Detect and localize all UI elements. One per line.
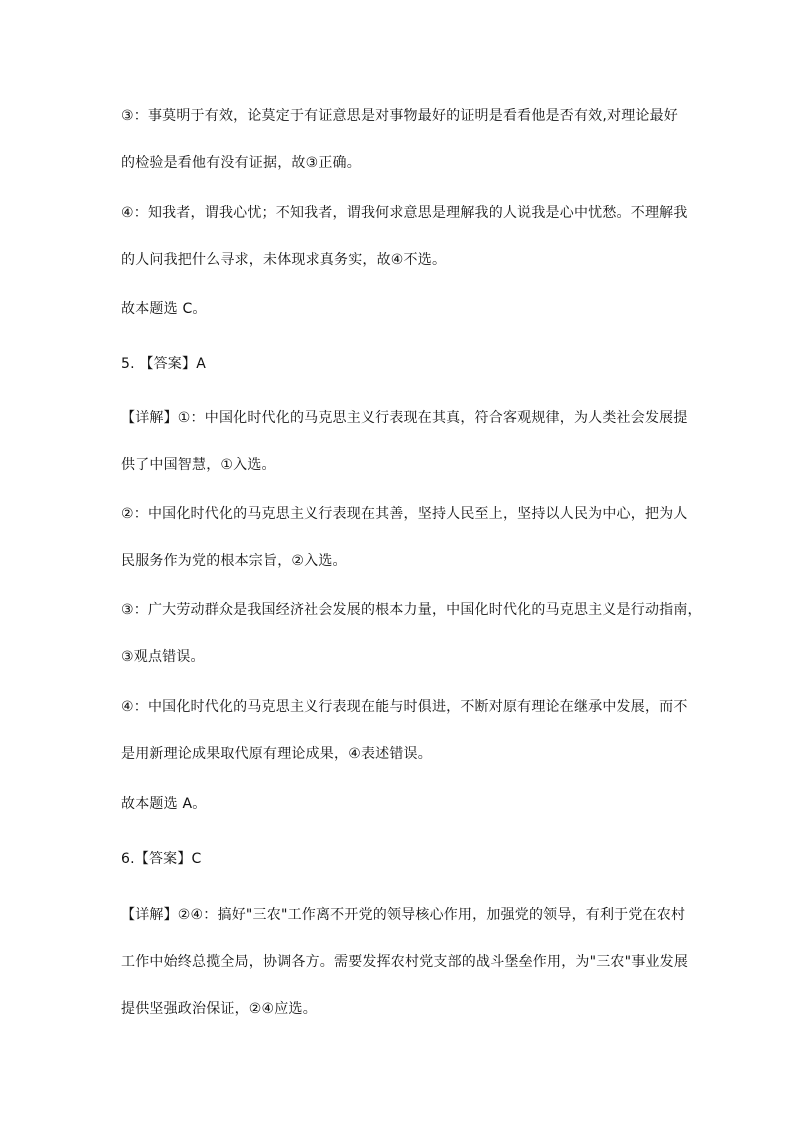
text-line: 工作中始终总揽全局，协调各方。需要发挥农村党支部的战斗堡垒作用，为"三农"事业发展 <box>121 954 689 970</box>
paragraph-conclusion-a <box>121 781 681 828</box>
paragraph-explanation-4-knowing <box>121 190 688 284</box>
paragraph-explanation-3-effective <box>121 93 681 187</box>
text-line: 的检验是看他有没有证据，故③正确。 <box>121 155 361 171</box>
text-line: 【详解】②④：搞好"三农"工作离不开党的领导核心作用，加强党的领导，有利于党在农村 <box>121 907 686 923</box>
paragraph-answer-6 <box>121 836 681 883</box>
text-line: ②：中国化时代化的马克思主义行表现在其善，坚持人民至上，坚持以人民为中心，把为人 <box>121 506 688 522</box>
paragraph-detail-5-2 <box>121 491 688 585</box>
paragraph-answer-5 <box>121 341 681 388</box>
text-line: 【详解】①：中国化时代化的马克思主义行表现在其真，符合客观规律，为人类社会发展提 <box>121 410 688 426</box>
text-line: ③：广大劳动群众是我国经济社会发展的根本力量，中国化时代化的马克思主义是行动指南， <box>121 602 702 618</box>
text-line: 是用新理论成果取代原有理论成果，④表述错误。 <box>121 746 432 762</box>
text-line: 故本题选 A。 <box>121 796 207 812</box>
text-line: 提供坚强政治保证，②④应选。 <box>121 1001 317 1017</box>
text-line: ③：事莫明于有效，论莫定于有证意思是对事物最好的证明是看看他是否有效,对理论最好 <box>121 108 678 124</box>
text-line: 故本题选 C。 <box>121 301 207 317</box>
paragraph-detail-5-1 <box>121 395 688 489</box>
text-line: 民服务作为党的根本宗旨，②入选。 <box>121 553 347 569</box>
paragraph-conclusion-c <box>121 286 681 333</box>
answer-heading: 6.【答案】C <box>121 851 202 867</box>
paragraph-detail-5-4 <box>121 684 688 778</box>
text-line: ④：中国化时代化的马克思主义行表现在能与时俱进，不断对原有理论在继承中发展，而不 <box>121 699 688 715</box>
text-line: 的人问我把什么寻求，未体现求真务实，故④不选。 <box>121 252 447 268</box>
paragraph-detail-6 <box>121 892 689 1033</box>
text-line: ④：知我者，谓我心忧；不知我者，谓我何求意思是理解我的人说我是心中忧愁。不理解我 <box>121 205 688 221</box>
paragraph-detail-5-3 <box>121 587 702 681</box>
text-line: 供了中国智慧，①入选。 <box>121 457 276 473</box>
answer-heading: 5. 【答案】A <box>121 356 206 372</box>
text-line: ③观点错误。 <box>121 649 205 665</box>
